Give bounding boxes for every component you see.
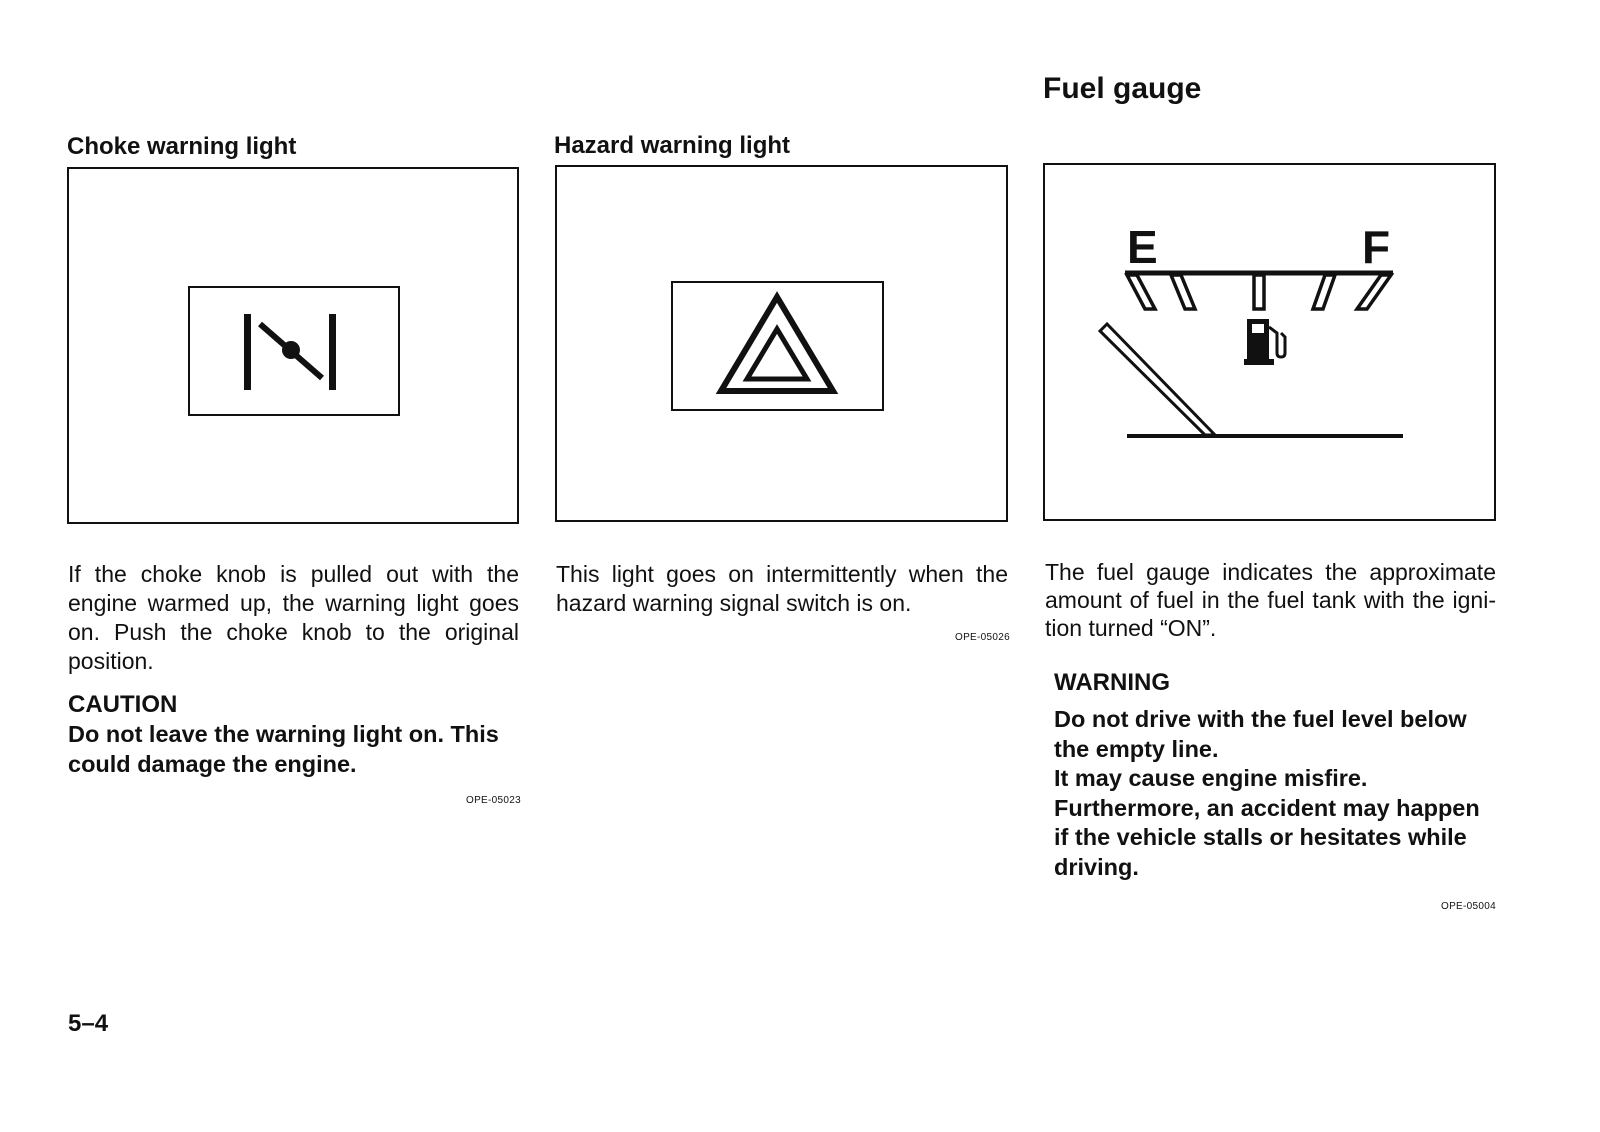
warning-title: WARNING [1054,669,1170,696]
fuel-description: The fuel gauge indicates the approximate amount of fuel in the fuel tank with the igni-tion turned “ON”. [1045,559,1496,641]
choke-figure-code: OPE-05023 [466,795,521,806]
fuel-figure-code: OPE-05004 [1441,901,1496,912]
choke-indicator-frame [188,286,400,416]
choke-figure [67,167,519,524]
fuel-pump-icon [1243,315,1287,367]
hazard-heading: Hazard warning light [554,132,791,159]
choke-heading: Choke warning light [67,133,297,160]
warning-line: Furthermore, an accident may happen if the vehicle stalls or hesitates while driving. [1054,794,1480,880]
page-number: 5–4 [68,1010,109,1037]
fuel-gauge-figure [1043,163,1496,521]
hazard-triangle-icon [673,283,882,409]
caution-title: CAUTION [68,691,178,718]
choke-warning-icon [190,288,398,414]
caution-text: Do not leave the warning light on. This could damage the engine. [68,721,499,777]
hazard-figure [555,165,1008,522]
gauge-empty-label: E [1127,221,1158,273]
gauge-full-label: F [1362,221,1391,273]
hazard-description: This light goes on intermittently when the hazard warning signal switch is on. [556,561,1008,616]
warning-line: It may cause engine misfire. [1054,765,1368,791]
hazard-indicator-frame [671,281,884,411]
section-title-fuel-gauge: Fuel gauge [1043,72,1202,105]
warning-line: Do not drive with the fuel level below the empty line. [1054,706,1467,762]
hazard-figure-code: OPE-05026 [955,632,1010,643]
choke-description: If the choke knob is pulled out with the engine warmed up, the warning light goes on. Push the choke knob to the original position. [68,561,519,674]
warning-text [1054,705,1490,882]
